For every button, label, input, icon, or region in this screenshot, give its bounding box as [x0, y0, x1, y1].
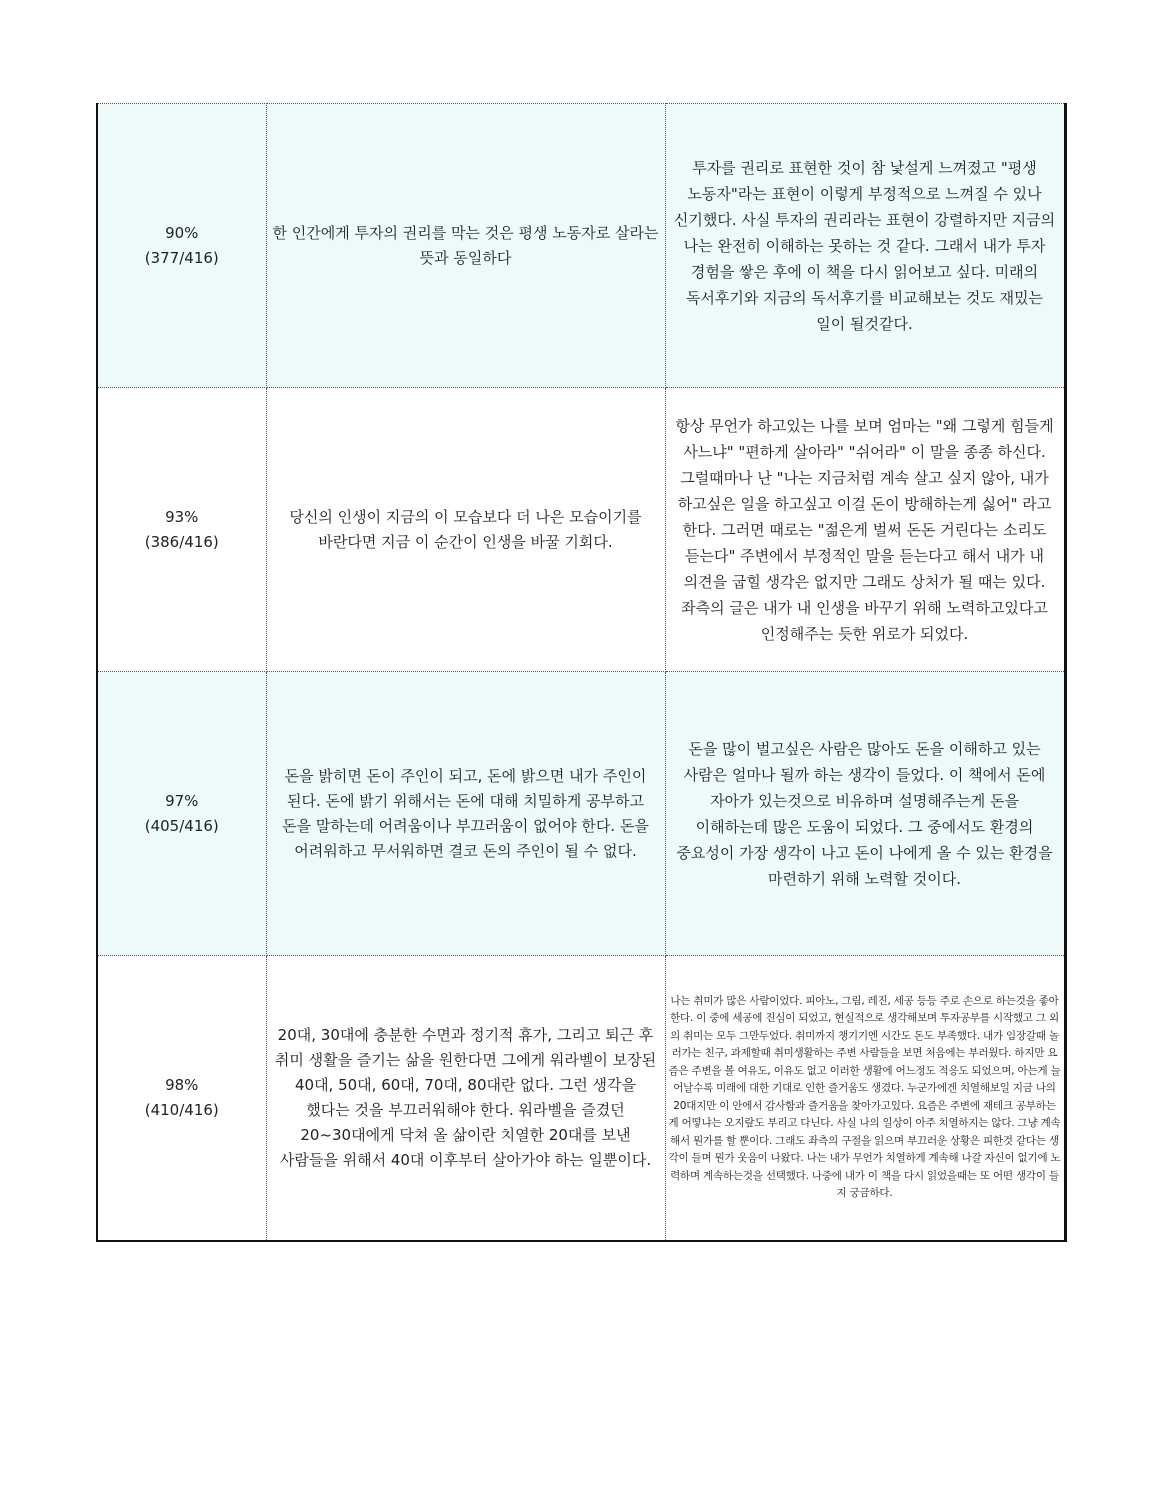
quote-cell: 당신의 인생이 지금의 이 모습보다 더 나은 모습이기를 바란다면 지금 이 순간이 인생을 바꿀 기회다.	[266, 388, 665, 672]
progress-percent: 98%	[165, 1075, 199, 1094]
book-quotes-table	[96, 103, 1067, 1242]
thought-cell: 항상 무언가 하고있는 나를 보며 엄마는 "왜 그렇게 힘들게 사느냐" "편하게 살아라" "쉬어라" 이 말을 종종 하신다. 그럴때마나 난 "나는 지금처럼 계속 살고 싶지 않아, 내가 하고싶은 일을 하고싶고 이걸 돈이 방해하는게 싫어" 라고 한다. 그러면 때로는 "젊은게 벌써 돈돈 거린다는 소리도 듣는다" 주변에서 부정적인 말을 듣는다고 해서 내가 내 의견을 굽힐 생각은 없지만 그래도 상처가 될 때는 있다. 좌측의 글은 내가 내 인생을 바꾸기 위해 노력하고있다고 인정해주는 듯한 위로가 되었다.	[665, 388, 1065, 672]
quote-cell: 돈을 밝히면 돈이 주인이 되고, 돈에 밝으면 내가 주인이 된다. 돈에 밝기 위해서는 돈에 대해 치밀하게 공부하고 돈을 말하는데 어려움이나 부끄러움이 없어야 한다. 돈을 어려워하고 무서워하면 결코 돈의 주인이 될 수 없다.	[266, 672, 665, 956]
progress-count: (386/416)	[144, 532, 219, 551]
progress-cell	[97, 388, 266, 672]
quote-cell: 20대, 30대에 충분한 수면과 정기적 휴가, 그리고 퇴근 후 취미 생활을 즐기는 삶을 원한다면 그에게 워라벨이 보장된 40대, 50대, 60대, 70대, 80대란 없다. 그런 생각을 했다는 것을 부끄러워해야 한다. 워라벨을 즐겼던 20~30대에게 닥쳐 올 삶이란 치열한 20대를 보낸 사람들을 위해서 40대 이후부터 살아가야 하는 일뿐이다.	[266, 956, 665, 1241]
table-row	[97, 956, 1065, 1241]
table-row	[97, 104, 1065, 388]
progress-percent: 90%	[165, 223, 199, 242]
table-row	[97, 672, 1065, 956]
progress-count: (405/416)	[144, 816, 219, 835]
progress-cell	[97, 956, 266, 1241]
progress-count: (410/416)	[144, 1100, 219, 1119]
progress-percent: 97%	[165, 791, 199, 810]
progress-percent: 93%	[165, 507, 199, 526]
thought-cell: 투자를 권리로 표현한 것이 참 낯설게 느껴졌고 "평생 노동자"라는 표현이 이렇게 부정적으로 느껴질 수 있나 신기했다. 사실 투자의 권리라는 표현이 강렬하지만 지금의 나는 완전히 이해하는 못하는 것 같다. 그래서 내가 투자 경험을 쌓은 후에 이 책을 다시 읽어보고 싶다. 미래의 독서후기와 지금의 독서후기를 비교해보는 것도 재밌는 일이 될것같다.	[665, 104, 1065, 388]
progress-count: (377/416)	[144, 248, 219, 267]
table-row	[97, 388, 1065, 672]
quote-cell: 한 인간에게 투자의 권리를 막는 것은 평생 노동자로 살라는 뜻과 동일하다	[266, 104, 665, 388]
progress-cell	[97, 104, 266, 388]
progress-cell	[97, 672, 266, 956]
thought-cell: 나는 취미가 많은 사람이었다. 피아노, 그림, 레진, 세공 등등 주로 손으로 하는것을 좋아한다. 이 중에 세공에 진심이 되었고, 현실적으로 생각해보며 투자공부를 시작했고 그 외의 취미는 모두 그만두었다. 취미까지 챙기기엔 시간도 돈도 부족했다. 내가 임장갈때 놀러가는 친구, 과제할때 취미생활하는 주변 사람들을 보면 처음에는 부러웠다. 하지만 요즘은 주변을 볼 여유도, 이유도 없고 이러한 생활에 어느정도 적응도 되었으며, 아는게 늘어날수록 미래에 대한 기대로 인한 즐거움도 생겼다. 누군가에겐 치열해보일 지금 나의 20대지만 이 안에서 감사함과 즐거움을 찾아가고있다. 요즘은 주변에 재테크 공부하는게 어떻냐는 오지랖도 부리고 다닌다. 사실 나의 일상이 아주 치열하지는 않다. 그냥 계속해서 뭔가를 할 뿐이다. 그래도 좌측의 구절을 읽으며 부끄러운 상황은 피한것 같다는 생각이 들며 뭔가 웃음이 나왔다. 나는 내가 무언가 치열하게 계속해 나갈 자신이 없기에 노력하며 계속하는것을 선택했다. 나중에 내가 이 책을 다시 읽었을때는 또 어떤 생각이 들지 궁금하다.	[665, 956, 1065, 1241]
thought-cell: 돈을 많이 벌고싶은 사람은 많아도 돈을 이해하고 있는 사람은 얼마나 될까 하는 생각이 들었다. 이 책에서 돈에 자아가 있는것으로 비유하며 설명해주는게 돈을 이해하는데 많은 도움이 되었다. 그 중에서도 환경의 중요성이 가장 생각이 나고 돈이 나에게 올 수 있는 환경을 마련하기 위해 노력할 것이다.	[665, 672, 1065, 956]
